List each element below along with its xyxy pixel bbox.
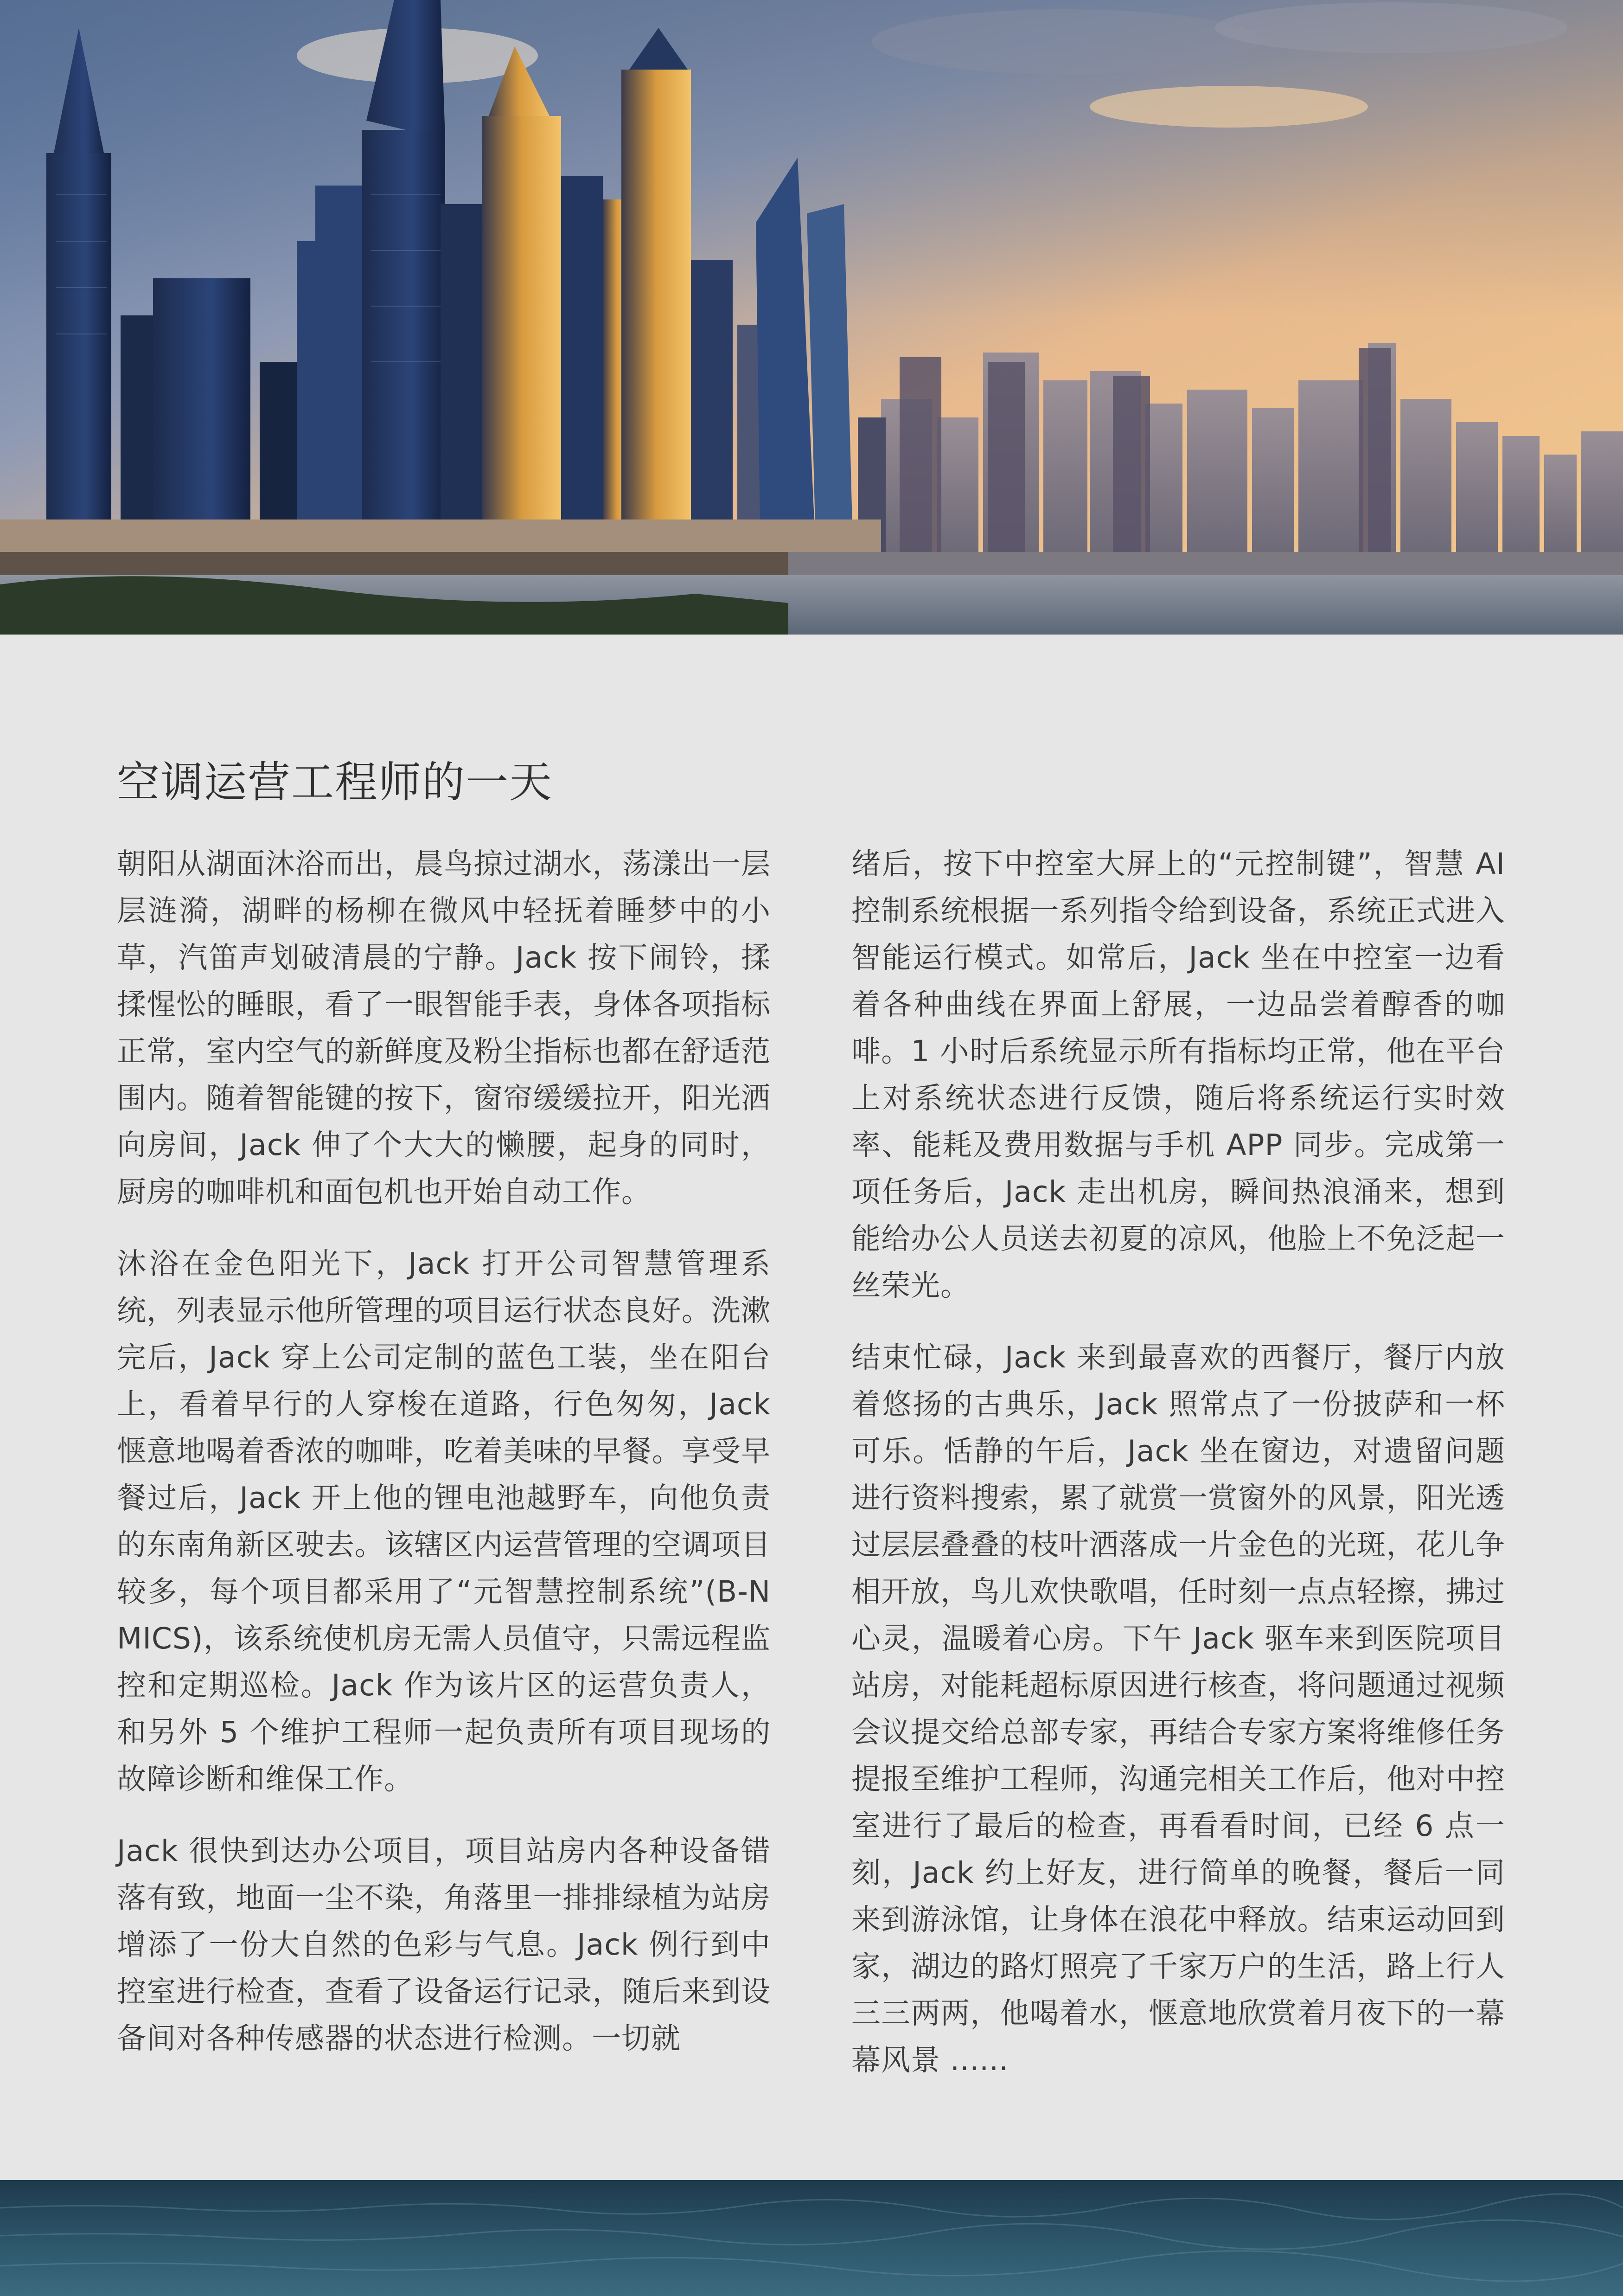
paragraph-3: Jack 很快到达办公项目，项目站房内各种设备错落有致，地面一尘不染，角落里一排排绿植为站房增添了一份大自然的色彩与气息。Jack 例行到中控室进行检查，查看了设备运行记录，随后来到设备间对各种传感器的状态进行检测。一切就 — [117, 1834, 771, 2055]
footer-water-image — [0, 2180, 1623, 2296]
paragraph-5: 结束忙碌，Jack 来到最喜欢的西餐厅，餐厅内放着悠扬的古典乐，Jack 照常点了一份披萨和一杯可乐。恬静的午后，Jack 坐在窗边，对遗留问题进行资料搜索，累了就赏一赏窗外的风景，阳光透过层层叠叠的枝叶洒落成一片金色的光斑，花儿争相开放，鸟儿欢快歌唱，任时刻一点点轻擦，拂过心灵，温暖着心房。下午 Jack 驱车来到医院项目站房，对能耗超标原因进行核查，将问题通过视频会议提交给总部专家，再结合专家方案将维修任务提报至维护工程师，沟通完相关工作后，他对中控室进行了最后的检查，再看看时间，已经 6 点一刻，Jack 约上好友，进行简单的晚餐，餐后一同来到游泳馆，让身体在浪花中释放。结束运动回到家，湖边的路灯照亮了千家万户的生活，路上行人三三两两，他喝着水，惬意地欣赏着月夜下的一幕幕风景 ...... — [851, 1340, 1505, 2077]
paragraph-1: 朝阳从湖面沐浴而出，晨鸟掠过湖水，荡漾出一层层涟漪，湖畔的杨柳在微风中轻抚着睡梦中的小草，汽笛声划破清晨的宁静。Jack 按下闹铃，揉揉惺忪的睡眼，看了一眼智能手表，身体各项指标正常，室内空气的新鲜度及粉尘指标也都在舒适范围内。随着智能键的按下，窗帘缓缓拉开，阳光洒向房间，Jack 伸了个大大的懒腰，起身的同时，厨房的咖啡机和面包机也开始自动工作。 — [117, 847, 771, 1209]
hero-skyline-image — [0, 0, 1623, 635]
water-surface-icon — [0, 2180, 1623, 2296]
paragraph-4: 绪后，按下中控室大屏上的“元控制键”，智慧 AI 控制系统根据一系列指令给到设备，系统正式进入智能运行模式。如常后，Jack 坐在中控室一边看着各种曲线在界面上舒展，一边品尝着醇香的咖啡。1 小时后系统显示所有指标均正常，他在平台上对系统状态进行反馈，随后将系统运行实时效率、能耗及费用数据与手机 APP 同步。完成第一项任务后，Jack 走出机房，瞬间热浪涌来，想到能给办公人员送去初夏的凉风，他脸上不免泛起一丝荣光。 — [851, 847, 1505, 1302]
paragraph-2: 沐浴在金色阳光下，Jack 打开公司智慧管理系统，列表显示他所管理的项目运行状态良好。洗漱完后，Jack 穿上公司定制的蓝色工装，坐在阳台上，看着早行的人穿梭在道路，行色匆匆，Jack 惬意地喝着香浓的咖啡，吃着美味的早餐。享受早餐过后，Jack 开上他的锂电池越野车，向他负责的东南角新区驶去。该辖区内运营管理的空调项目较多，每个项目都采用了“元智慧控制系统”(B-NMICS)，该系统使机房无需人员值守，只需远程监控和定期巡检。Jack 作为该片区的运营负责人，和另外 5 个维护工程师一起负责所有项目现场的故障诊断和维保工作。 — [117, 1247, 771, 1796]
left-column — [117, 840, 771, 2087]
city-skyline-sunset-icon — [0, 0, 1623, 635]
right-column — [851, 840, 1505, 2109]
article-title: 空调运营工程师的一天 — [117, 757, 553, 807]
